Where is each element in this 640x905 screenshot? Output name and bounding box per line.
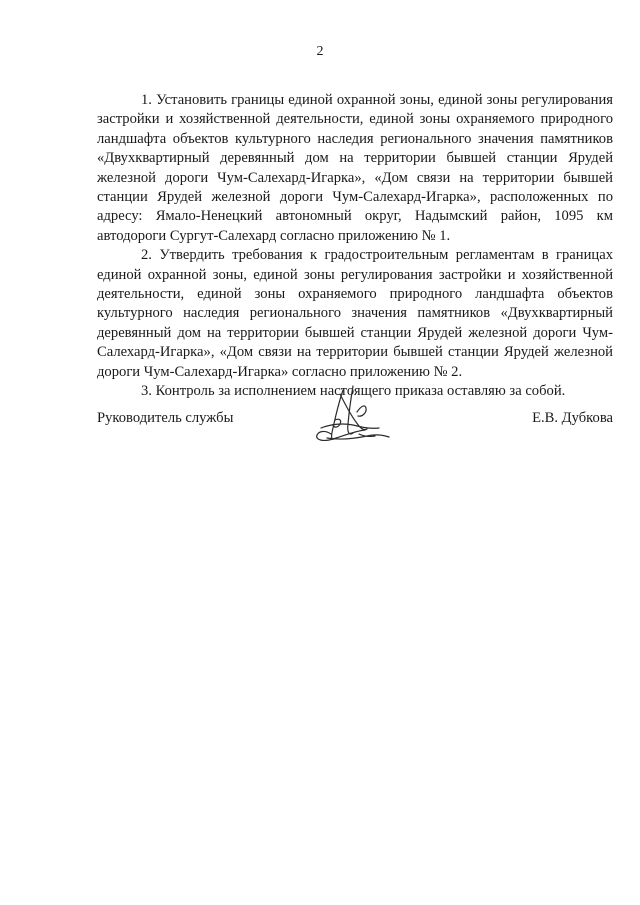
- handwritten-signature: [309, 384, 393, 450]
- signatory-name: Е.В. Дубкова: [532, 410, 613, 426]
- paragraph-3: 3. Контроль за исполнением настоящего приказа оставляю за собой.: [141, 383, 566, 400]
- paragraph-2: 2. Утвердить требования к градостроительным регламентам в границах единой охранной зоны, единой зоны регулирования застройки и хозяйственной деятельности, единой зоны охраняемого природного ландшафта объектов культурного наследия регионального значения памятников «Двухквартирный деревянный дом на территории бывшей станции Ярудей железной дороги Чум-Салехард-Игарка», «Дом связи на территории бывшей станции Ярудей железной дороги Чум-Салехард-Игарка» согласно приложению № 2.: [97, 247, 613, 380]
- order-body: [97, 91, 613, 402]
- signature-block: [97, 410, 613, 434]
- page-number: 2: [316, 44, 324, 59]
- signatory-title: Руководитель службы: [97, 410, 234, 426]
- paragraph-1: 1. Установить границы единой охранной зоны, единой зоны регулирования застройки и хозяйственной деятельности, единой зоны охраняемого природного ландшафта объектов культурного наследия регионального значения памятников «Двухквартирный деревянный дом на территории бывшей станции Ярудей железной дороги Чум-Салехард-Игарка», «Дом связи на территории бывшей станции Ярудей железной дороги Чум-Салехард-Игарка», расположенных по адресу: Ямало-Ненецкий автономный округ, Надымский район, 1095 км автодороги Сургут-Салехард согласно приложению № 1.: [97, 92, 613, 244]
